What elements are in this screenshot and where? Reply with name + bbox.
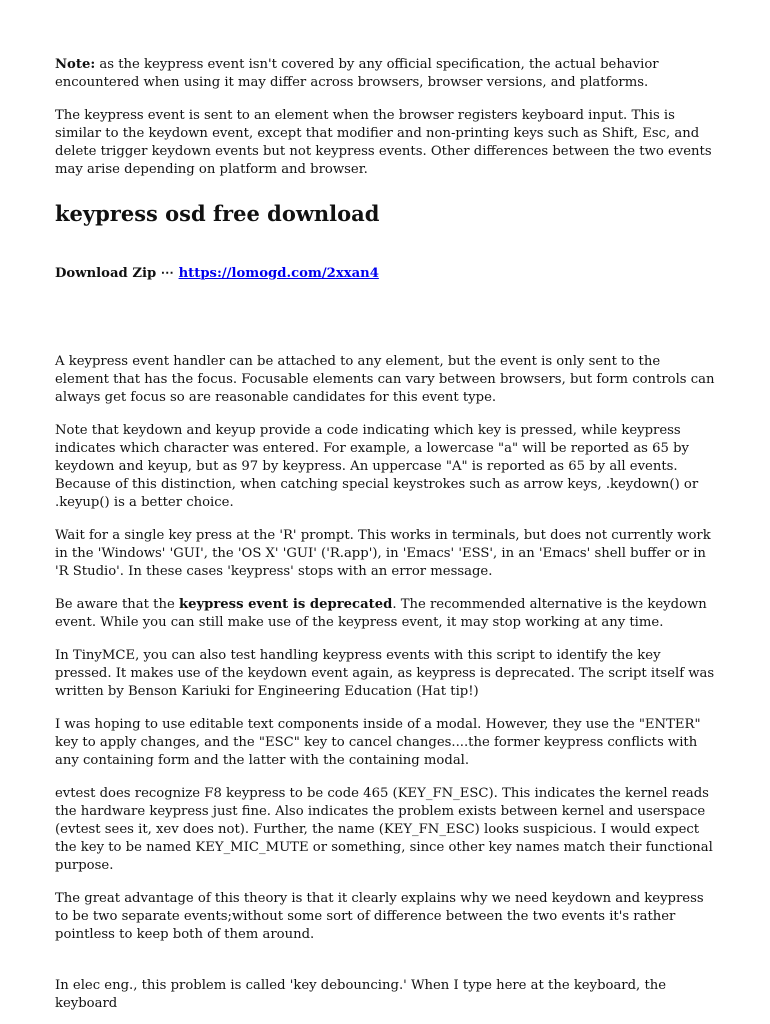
paragraph-keydown-keyup: Note that keydown and keyup provide a code indicating which key is pressed, while keypress indicates which character was entered. For example, a lowercase "a" will be reported as 65 by keydown and keyup, but as 97 by keypress. An uppercase "A" is reported as 65 by all events. Because of this distinction, when catching special keystrokes such as arrow keys, .keydown() or .keyup() is a better choice. <box>55 423 699 510</box>
paragraph-event-handler: A keypress event handler can be attached to any element, but the event is only sent to the element that has the focus. Focusable elements can vary between browsers, but form controls can always get focus so are reasonable candidates for this event type. <box>55 354 715 405</box>
download-link[interactable]: https://lomogd.com/2xxan4 <box>178 266 379 281</box>
note-paragraph <box>55 56 717 92</box>
note-label: Note: <box>55 57 96 72</box>
intro-paragraph: The keypress event is sent to an element when the browser registers keyboard input. This is similar to the keydown event, except that modifier and non-printing keys such as Shift, Esc, and delete trigger keydown events but not keypress events. Other differences between the two events may arise depending on platform and browser. <box>55 108 712 177</box>
document-page <box>55 56 717 1013</box>
paragraph-r-prompt: Wait for a single key press at the 'R' prompt. This works in terminals, but does not currently work in the 'Windows' 'GUI', the 'OS X' 'GUI' ('R.app'), in 'Emacs' 'ESS', in an 'Emacs' shell buffer or in 'R Studio'. In these cases 'keypress' stops with an error message. <box>55 528 711 579</box>
download-line <box>55 265 717 283</box>
deprecated-post: . The recommended alternative is the keydown event. While you can still make use of the keypress event, it may stop working at any time. <box>55 597 707 630</box>
note-text: as the keypress event isn't covered by any official specification, the actual behavior encountered when using it may differ across browsers, browser versions, and platforms. <box>55 57 659 90</box>
deprecated-pre: Be aware that the <box>55 597 179 612</box>
paragraph-deprecated <box>55 596 717 632</box>
paragraph-theory: The great advantage of this theory is that it clearly explains why we need keydown and keypress to be two separate events;without some sort of difference between the two events it's rather pointless to keep both of them around. <box>55 891 704 942</box>
section-heading: keypress osd free download <box>55 201 380 226</box>
download-label: Download Zip ⋯ <box>55 266 179 281</box>
paragraph-modal: I was hoping to use editable text components inside of a modal. However, they use the "ENTER" key to apply changes, and the "ESC" key to cancel changes....the former keypress conflicts with any containing form and the latter with the containing modal. <box>55 717 701 768</box>
paragraph-debouncing: In elec eng., this problem is called 'key debouncing.' When I type here at the keyboard, the keyboard <box>55 978 667 1011</box>
paragraph-evtest: evtest does recognize F8 keypress to be code 465 (KEY_FN_ESC). This indicates the kernel reads the hardware keypress just fine. Also indicates the problem exists between kernel and userspace (evtest sees it, xev does not). Further, the name (KEY_FN_ESC) looks suspicious. I would expect the key to be named KEY_MIC_MUTE or something, since other key names match their functional purpose. <box>55 786 713 873</box>
paragraph-tinymce: In TinyMCE, you can also test handling keypress events with this script to identify the key pressed. It makes use of the keydown event again, as keypress is deprecated. The script itself was written by Benson Kariuki for Engineering Education (Hat tip!) <box>55 648 715 699</box>
deprecated-bold: keypress event is deprecated <box>178 597 393 612</box>
